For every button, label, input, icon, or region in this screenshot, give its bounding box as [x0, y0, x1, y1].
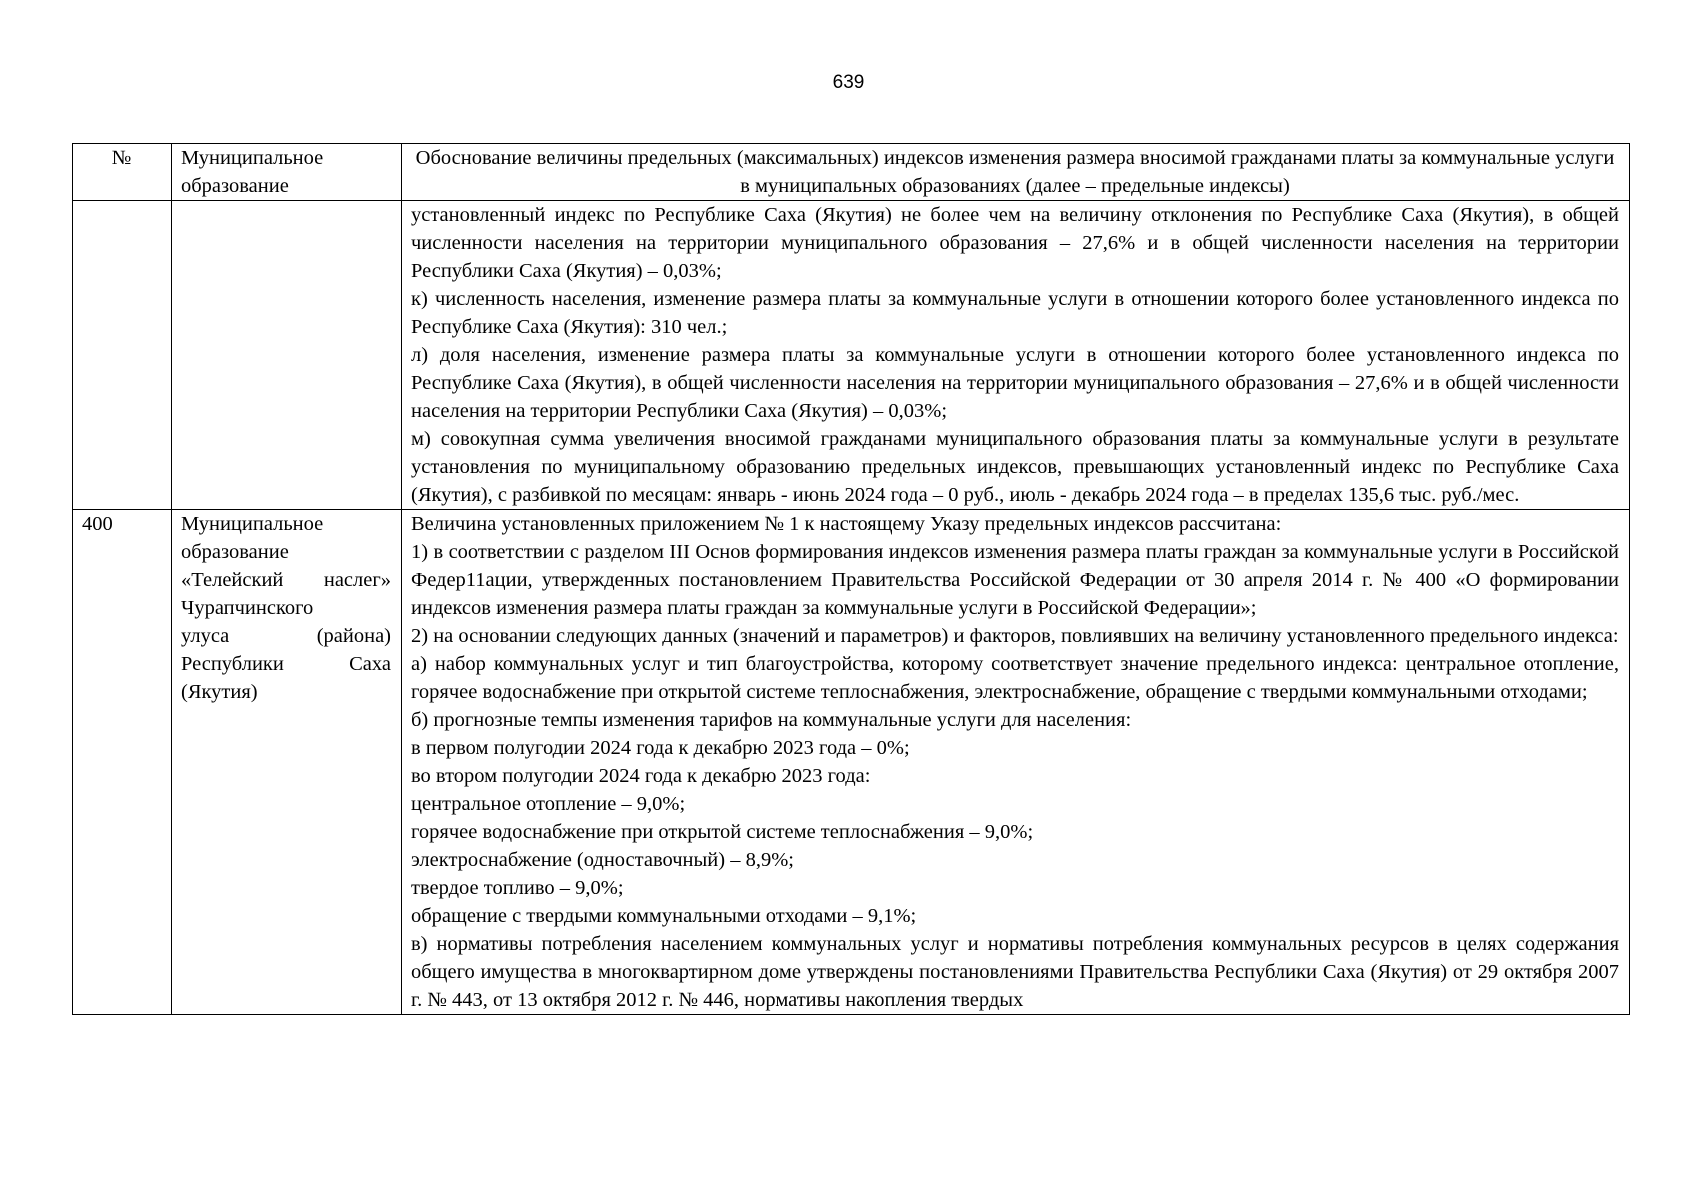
paragraph: к) численность населения, изменение размера платы за коммунальные услуги в отношении которого более установленного индекса по Республике Саха (Якутия): 310 чел.; — [411, 288, 1619, 338]
paragraph: 1) в соответствии с разделом III Основ формирования индексов изменения размера платы граждан за коммунальные услуги в Российской Федер11ации, утвержденных постановлением Правительства Российской Федерации от 30 апреля 2014 г. № 400 «О формировании индексов изменения размера платы граждан за коммунальные услуги в Российской Федерации»; — [411, 541, 1619, 619]
paragraph: во втором полугодии 2024 года к декабрю 2023 года: — [411, 765, 871, 787]
table-row-400 — [73, 510, 1630, 1015]
municipality-line: «Телейский наслег» — [181, 569, 391, 591]
paragraph: горячее водоснабжение при открытой системе теплоснабжения – 9,0%; — [411, 821, 1034, 843]
description-cell — [402, 510, 1630, 1015]
row-number-cell — [73, 201, 172, 510]
table-row-continuation — [73, 201, 1630, 510]
municipality-line: Муниципальное — [181, 513, 324, 535]
municipality-cell — [172, 510, 402, 1015]
paragraph: а) набор коммунальных услуг и тип благоустройства, которому соответствует значение предельного индекса: центральное отопление, горячее водоснабжение при открытой системе теплоснабжения, электроснабжение, обращение с твердыми коммунальными отходами; — [411, 653, 1619, 703]
index-justification-table — [72, 143, 1630, 1015]
paragraph: л) доля населения, изменение размера платы за коммунальные услуги в отношении которого более установленного индекса по Республике Саха (Якутия), в общей численности населения на территории муниципального образования – 27,6% и в общей численности населения на территории Республики Саха (Якутия) – 0,03%; — [411, 344, 1619, 422]
page-number: 639 — [832, 72, 865, 93]
paragraph: м) совокупная сумма увеличения вносимой гражданами муниципального образования платы за коммунальные услуги в результате установления по муниципальному образованию предельных индексов, превышающих установленный индекс по Республике Саха (Якутия), с разбивкой по месяцам: январь - июнь 2024 года – 0 руб., июль - декабрь 2024 года – в пределах 135,6 тыс. руб./мес. — [411, 428, 1619, 506]
paragraph: обращение с твердыми коммунальными отходами – 9,1%; — [411, 905, 917, 927]
municipality-line: улуса (района) — [181, 625, 391, 647]
header-municipality: Муниципальное образование — [172, 144, 402, 201]
paragraph: установленный индекс по Республике Саха (Якутия) не более чем на величину отклонения по Республике Саха (Якутия), в общей численности населения на территории муниципального образования – 27,6% и в общей численности населения на территории Республики Саха (Якутия) – 0,03%; — [411, 204, 1619, 282]
paragraph: б) прогнозные темпы изменения тарифов на коммунальные услуги для населения: — [411, 709, 1132, 731]
paragraph: центральное отопление – 9,0%; — [411, 793, 686, 815]
paragraph: электроснабжение (одноставочный) – 8,9%; — [411, 849, 794, 871]
row-number-cell: 400 — [73, 510, 172, 1015]
paragraph: Величина установленных приложением № 1 к настоящему Указу предельных индексов рассчитана: — [411, 513, 1282, 535]
paragraph: 2) на основании следующих данных (значений и параметров) и факторов, повлиявших на величину установленного предельного индекса: — [411, 625, 1619, 647]
table-header-row — [73, 144, 1630, 201]
paragraph: в первом полугодии 2024 года к декабрю 2023 года – 0%; — [411, 737, 910, 759]
paragraph: в) нормативы потребления населением коммунальных услуг и нормативы потребления коммунальных ресурсов в целях содержания общего имущества в многоквартирном доме утверждены постановлениями Правительства Республики Саха (Якутия) от 29 октября 2007 г. № 443, от 13 октября 2012 г. № 446, нормативы накопления твердых — [411, 933, 1619, 1011]
municipality-line: Республики Саха — [181, 653, 391, 675]
municipality-line: Чурапчинского — [181, 597, 314, 619]
municipality-line: образование — [181, 541, 289, 563]
paragraph: твердое топливо – 9,0%; — [411, 877, 624, 899]
header-description: Обоснование величины предельных (максимальных) индексов изменения размера вносимой гражданами платы за коммунальные услуги в муниципальных образованиях (далее – предельные индексы) — [402, 144, 1630, 201]
header-number: № — [73, 144, 172, 201]
description-cell — [402, 201, 1630, 510]
municipality-cell — [172, 201, 402, 510]
municipality-line: (Якутия) — [181, 681, 258, 703]
